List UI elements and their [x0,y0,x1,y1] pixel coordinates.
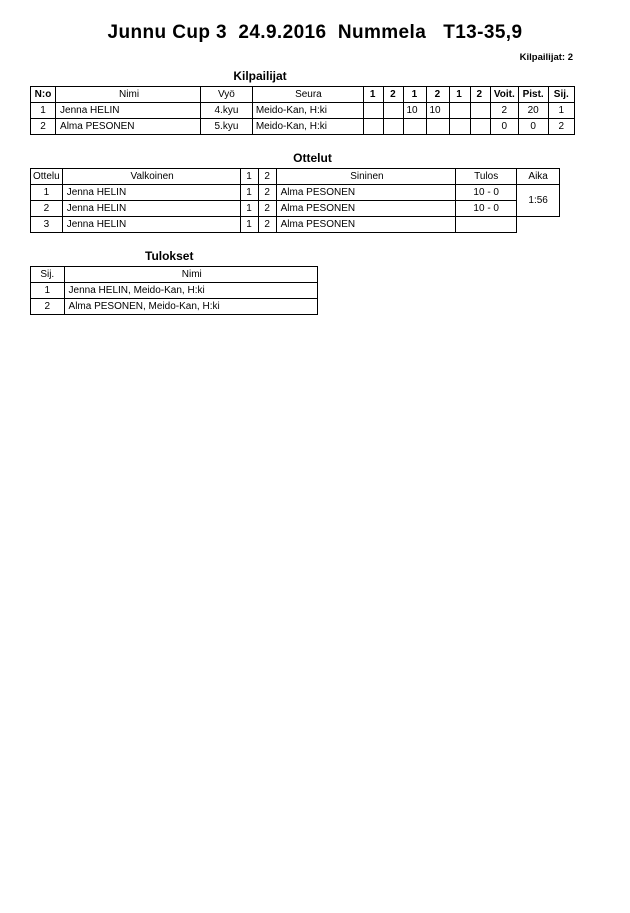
cell-match-4: 10 [427,103,450,119]
document-page [0,22,630,913]
cell-no: 1 [31,103,56,119]
col-header-match-3: 1 [404,87,427,103]
cell-point-1: 1 [240,185,258,201]
cell-match-no: 2 [31,201,63,217]
col-header-match-5: 1 [450,87,470,103]
col-header-point-2: 2 [258,169,276,185]
cell-time: 1:56 [517,185,560,217]
col-header-match-4: 2 [427,87,450,103]
table-row [31,201,560,217]
table-row [31,299,318,315]
cell-point-1: 1 [240,217,258,233]
col-header-wins: Voit. [490,87,518,103]
col-header-point-1: 1 [240,169,258,185]
cell-belt: 4.kyu [201,103,253,119]
results-table [30,266,318,315]
col-header-belt: Vyö [201,87,253,103]
col-header-white: Valkoinen [62,169,240,185]
cell-belt: 5.kyu [201,119,253,135]
cell-point-2: 2 [258,201,276,217]
col-header-rank: Sij. [548,87,574,103]
cell-match-6 [470,103,490,119]
col-header-match-1: 1 [364,87,384,103]
cell-result: 10 - 0 [456,201,517,217]
table-row [31,103,575,119]
cell-blue: Alma PESONEN [276,185,456,201]
cell-white: Jenna HELIN [62,217,240,233]
table-row [31,119,575,135]
col-header-points: Pist. [518,87,548,103]
cell-name: Alma PESONEN [56,119,201,135]
col-header-match-2: 2 [384,87,404,103]
cell-point-2: 2 [258,217,276,233]
col-header-time: Aika [517,169,560,185]
cell-match-2 [384,103,404,119]
cell-white: Jenna HELIN [62,201,240,217]
col-header-no: N:o [31,87,56,103]
cell-points: 20 [518,103,548,119]
cell-blue: Alma PESONEN [276,201,456,217]
col-header-match-6: 2 [470,87,490,103]
table-row [31,217,560,233]
cell-match-no: 1 [31,185,63,201]
table-row [31,283,318,299]
matches-table [30,168,560,233]
col-header-blue: Sininen [276,169,456,185]
cell-point-2: 2 [258,185,276,201]
col-header-rank: Sij. [31,267,65,283]
cell-match-1 [364,103,384,119]
col-header-club: Seura [252,87,363,103]
cell-result [456,217,517,233]
cell-club: Meido-Kan, H:ki [252,103,363,119]
cell-match-4 [427,119,450,135]
cell-match-3: 10 [404,103,427,119]
table-row [31,185,560,201]
cell-match-5 [450,103,470,119]
cell-white: Jenna HELIN [62,185,240,201]
competitors-table [30,86,575,135]
cell-point-1: 1 [240,201,258,217]
cell-name: Jenna HELIN, Meido-Kan, H:ki [64,283,317,299]
cell-match-2 [384,119,404,135]
cell-no: 2 [31,119,56,135]
col-header-match-no: Ottelu [31,169,63,185]
cell-blue: Alma PESONEN [276,217,456,233]
page-title: Junnu Cup 3 24.9.2016 Nummela T13-35,9 [107,22,523,43]
col-header-name: Nimi [64,267,317,283]
cell-points: 0 [518,119,548,135]
cell-match-3 [404,119,427,135]
cell-match-5 [450,119,470,135]
competitors-count: Kilpailijat: 2 [519,52,573,63]
table-header-row [31,169,560,185]
matches-section-heading: Ottelut [293,151,332,165]
cell-rank: 2 [31,299,65,315]
cell-rank: 1 [548,103,574,119]
cell-club: Meido-Kan, H:ki [252,119,363,135]
table-header-row [31,267,318,283]
table-header-row [31,87,575,103]
cell-match-6 [470,119,490,135]
cell-match-1 [364,119,384,135]
col-header-result: Tulos [456,169,517,185]
results-section-heading: Tulokset [145,249,194,263]
cell-rank: 1 [31,283,65,299]
cell-match-no: 3 [31,217,63,233]
cell-rank: 2 [548,119,574,135]
cell-wins: 2 [490,103,518,119]
competitors-section-heading: Kilpailijat [233,69,287,83]
cell-name: Jenna HELIN [56,103,201,119]
cell-wins: 0 [490,119,518,135]
cell-name: Alma PESONEN, Meido-Kan, H:ki [64,299,317,315]
cell-result: 10 - 0 [456,185,517,201]
col-header-name: Nimi [56,87,201,103]
cell-time [517,217,560,233]
